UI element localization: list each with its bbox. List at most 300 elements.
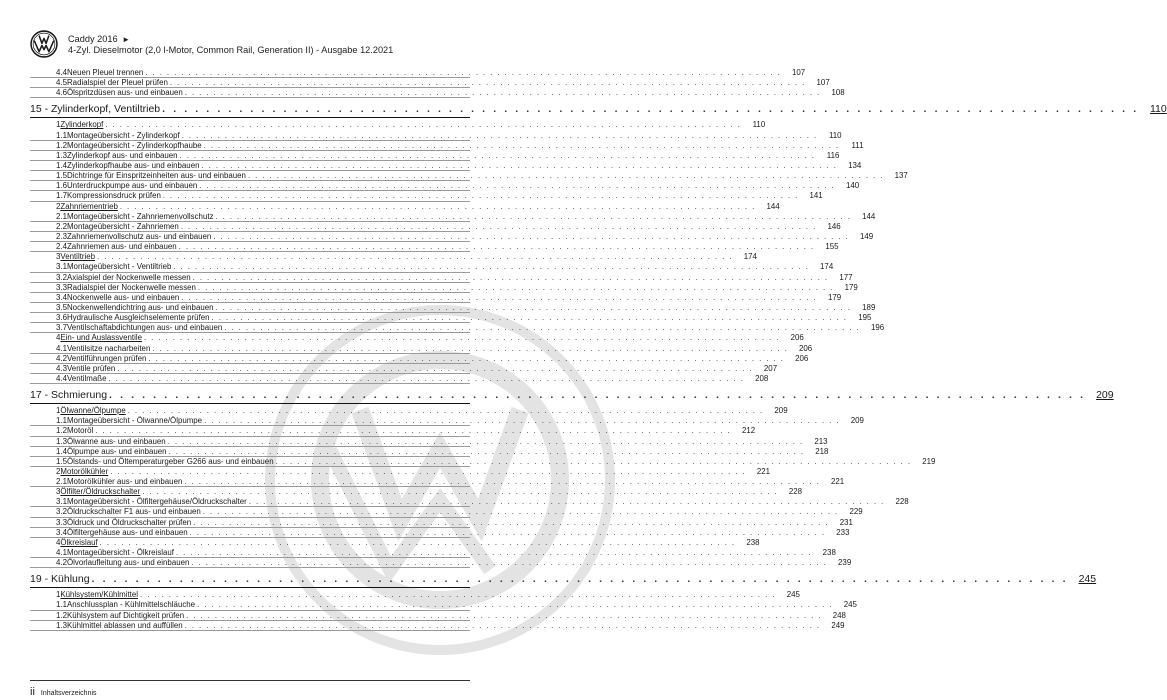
toc-page: 174	[820, 262, 834, 272]
toc-page: 239	[838, 558, 852, 568]
toc-number: 4	[56, 537, 61, 547]
toc-title	[60, 333, 779, 343]
toc-title-text: Montageübersicht - Zylinderkopfhaube	[66, 140, 202, 150]
leader-dots: . . . . . . . . . . . . . . . . . . . . . . . . . . . . . . . . . . . . . . . . . . . . . . . . . . . . . . . . . . . . . . . . . . . . . . . . . . . . . . . . . . . . . . . . .	[184, 88, 821, 98]
toc-number: 1	[56, 120, 61, 130]
toc-section[interactable]	[30, 201, 780, 212]
toc-number: 1.3	[56, 150, 67, 160]
leader-dots: . . . . . . . . . . . . . . . . . . . . . . . . . . . . . . . . . . . . . . . . . . . . . . . . . . . . . . . . . . . . . . . . . . . . . . . . . . . . . . . . . . . . . . . . .	[127, 406, 764, 416]
toc-title-text: Montageübersicht - Zahnriemenvollschutz	[66, 211, 214, 221]
toc-title-text: Montageübersicht - Ventiltrieb	[66, 262, 172, 272]
toc-title-text: Ventile prüfen	[66, 363, 116, 373]
toc-section[interactable]	[30, 333, 804, 343]
toc-title	[67, 212, 851, 222]
toc-entry[interactable]	[30, 211, 876, 222]
toc-title	[30, 574, 1068, 584]
toc-title	[30, 390, 1086, 400]
toc-number: 3.7	[56, 323, 67, 333]
toc-title	[67, 416, 840, 426]
toc-title	[67, 88, 821, 98]
toc-number: 2.2	[56, 221, 67, 231]
leader-dots: . . . . . . . . . . . . . . . . . . . . . . . . . . . . . . . . . . . . . . . . . . . . . . . . . . . . . . . . . . . . . . . . . . . . . . . . . . . . . . . . . . . . . . . . .	[203, 140, 840, 150]
toc-page: 140	[845, 181, 860, 191]
toc-page: 229	[849, 507, 863, 517]
toc-number: 4.6	[56, 88, 67, 98]
toc-number: 1.5	[56, 171, 67, 181]
toc-page: 233	[836, 527, 850, 537]
toc-number: 2.1	[56, 211, 67, 221]
document-footer	[30, 686, 97, 698]
toc-entry[interactable]	[30, 221, 841, 232]
toc-title	[67, 313, 847, 323]
toc-title-text: Kompressionsdruck prüfen	[66, 191, 161, 201]
toc-title-text: Motorölkühler aus- und einbauen	[66, 477, 183, 487]
toc-title	[67, 131, 818, 141]
toc-entry[interactable]	[30, 242, 839, 252]
toc-entry[interactable]	[30, 477, 845, 487]
leader-dots: . . . . . . . . . . . . . . . . . . . . . . . . . . . . . . . . . . . . . . . . . . . . . . . . . . . . . . . . . . . . . . . . . . . . . . . . . . . . . . . . . . . . . . . . .	[181, 292, 818, 302]
toc-title-text: Ölwanne/Ölpumpe	[60, 406, 126, 416]
toc-title	[67, 151, 815, 161]
toc-number: 1.2	[56, 610, 67, 620]
toc-title	[67, 457, 911, 467]
toc-title	[67, 611, 822, 621]
toc-page: 107	[816, 78, 830, 88]
toc-page: 213	[814, 436, 828, 446]
leader-dots: . . . . . . . . . . . . . . . . . . . . . . . . . . . . . . . . . . . . . . . . . . . . . . . . . . . . . . . . . . . . . . . . . . . . . . . . . . . . . . . . . . . . . . . . .	[186, 610, 822, 620]
page-number: ii	[30, 686, 35, 698]
toc-number: 3.1	[56, 497, 67, 507]
toc-number: 4.1	[56, 343, 67, 353]
toc-section[interactable]	[30, 466, 771, 477]
toc-title-text: Ventilführungen prüfen	[66, 353, 147, 363]
toc-title	[60, 538, 735, 548]
leader-dots: . . . . . . . . . . . . . . . . . . . . . . . . . . . . . . . . . . . . . . . . . . . . . . . . . . . . . . . . . . . . . . . . . . . . . . . . . . . . . . . . . . . . . . . . .	[215, 302, 852, 312]
toc-title-text: Kühlsystem/Kühlmittel	[60, 590, 139, 600]
toc-title	[60, 202, 755, 212]
toc-entry[interactable]	[30, 262, 834, 272]
leader-dots: . . . . . . . . . . . . . . . . . . . . . . . . . . . . . . . . . . . . . . . . . . . . . . . . . . . . . . . . . . . . . . . . . . . . . . . . . . . . . . . . . . . . . . . . .	[275, 456, 912, 466]
toc-title-text: Motorölkühler	[60, 466, 109, 476]
toc-number: 2	[56, 466, 61, 476]
leader-dots: . . . . . . . . . . . . . . . . . . . . . . . . . . . . . . . . . . . . . . . . . . . . . . . . . . . . . . . . . . . . . . . . . . . . . . . . . . . . . . . . . . . . . . . . .	[197, 600, 833, 610]
leader-dots: . . . . . . . . . . . . . . . . . . . . . . . . . . . . . . . . . . . . . . . . . . . . . . . . . . . . . . . . . . . . . . . . . . . . . . . . . . . . . . . . . . . . . . . . .	[197, 282, 834, 292]
leader-dots: . . . . . . . . . . . . . . . . . . . . . . . . . . . . . . . . . . . . . . . . . . . . . . . . . . . . . . . . . . . . . . . . . . . . . . . . . . . . . . . . . . . . . . . . .	[167, 436, 804, 446]
toc-entry[interactable]	[30, 130, 842, 141]
toc-page: 174	[743, 252, 757, 262]
toc-entry[interactable]	[30, 610, 846, 621]
toc-page: 137	[894, 171, 908, 181]
leader-dots: . . . . . . . . . . . . . . . . . . . . . . . . . . . . . . . . . . . . . . . . . . . . . . . . . . . . . . . . . . . . . . . . . . . . . . . . . . . . . . . . . . . . . . . . .	[148, 353, 785, 363]
toc-chapter[interactable]	[30, 100, 1167, 118]
toc-page: 245	[786, 590, 800, 600]
toc-entry[interactable]	[30, 548, 836, 558]
leader-dots: . . . . . . . . . . . . . . . . . . . . . . . . . . . . . . . . . . . . . . . . . . . . . . . . . . . . . . . . . . . . . . . . . . . . . . . . . . . . . . . . . . . . . . . . .	[184, 620, 821, 630]
toc-entry[interactable]	[30, 517, 853, 528]
toc-number: 3	[56, 487, 61, 497]
toc-entry[interactable]	[30, 171, 908, 181]
toc-entry[interactable]	[30, 497, 909, 507]
toc-number: 3.2	[56, 507, 67, 517]
toc-title	[67, 171, 884, 181]
toc-entry[interactable]	[30, 140, 864, 151]
toc-page: 195	[858, 313, 872, 323]
toc-title	[67, 600, 833, 610]
toc-section[interactable]	[30, 406, 788, 416]
toc-number: 1.5	[56, 456, 67, 466]
toc-title-text: Zylinderkopf aus- und einbauen	[66, 150, 178, 160]
vw-logo-icon	[30, 30, 58, 58]
toc-title	[67, 283, 834, 293]
toc-title-text: Ölfiltergehäuse aus- und einbauen	[66, 527, 188, 537]
leader-dots: . . . . . . . . . . . . . . . . . . . . . . . . . . . . . . . . . . . . . . . . . . . . . . . . . . . . . . . . . . . . . . . . . . . . . . . . . . . . . . . . . . . . . . . . .	[110, 466, 747, 476]
toc-title-text: Nockenwellendichtring aus- und einbauen	[66, 302, 214, 312]
leader-dots: . . . . . . . . . . . . . . . . . . . . . . . . . . . . . . . . . . . . . . . . . . . . . . . . . . . . . . . . . . . . . . . . . . . . . . . . . . . . . . . . . . . . . . . . .	[201, 160, 838, 170]
leader-dots: . . . . . . . . . . . . . . . . . . . . . . . . . . . . . . . . . . . . . . . . . . . . . . . . . . . . . . . . . . . . . . . . . . . . . . . . . . . . . . . . . . . . . . . . .	[119, 201, 756, 211]
toc-page: 212	[741, 426, 756, 436]
toc-number: 3.4	[56, 292, 67, 302]
leader-dots: . . . . . . . . . . . . . . . . . . . . . . . . . . . . . . . . . . . . . . . . . . . . . . . . . . . . . . . . . . . . . . . . . . . . . . . . . . . . . . . . . . . . . . . . .	[162, 102, 1139, 115]
toc-title-text: Ölfilter/Öldruckschalter	[60, 487, 141, 497]
toc-number: 3.2	[56, 272, 67, 282]
toc-page: 209	[774, 406, 788, 416]
toc-page: 238	[822, 548, 836, 558]
toc-page: 179	[844, 282, 858, 292]
toc-page: 249	[831, 620, 845, 630]
toc-title	[67, 558, 827, 568]
toc-title	[67, 242, 815, 252]
toc-number: 1.2	[56, 426, 67, 436]
toc-number: 3.3	[56, 282, 67, 292]
toc-title	[67, 548, 812, 558]
leader-dots: . . . . . . . . . . . . . . . . . . . . . . . . . . . . . . . . . . . . . . . . . . . . . . . . . . . . . . . . . . . . . . . . . . . . . . . . . . . . . . . . . . . . . . . . .	[105, 120, 742, 130]
model-title: Caddy 2016	[68, 34, 118, 44]
toc-entry[interactable]	[30, 426, 756, 436]
toc-title	[67, 507, 839, 517]
toc-title-text: Kühlsystem auf Dichtigkeit prüfen	[66, 610, 185, 620]
leader-dots: . . . . . . . . . . . . . . . . . . . . . . . . . . . . . . . . . . . . . . . . . . . . . . . . . . . . . . . . . . . . . . . . . . . . . . . . . . . . . . . . . . . . . . . . .	[224, 323, 861, 333]
leader-dots: . . . . . . . . . . . . . . . . . . . . . . . . . . . . . . . . . . . . . . . . . . . . . . . . . . . . . . . . . . . . . . . . . . . . . . . . . . . . . . . . . . . . . . . . .	[168, 446, 805, 456]
toc-entry[interactable]	[30, 373, 769, 384]
leader-dots: . . . . . . . . . . . . . . . . . . . . . . . . . . . . . . . . . . . . . . . . . . . . . . . . . . . . . . . . . . . . . . . . . . . . . . . . . . . . . . . . . . . . . . . . .	[181, 130, 818, 140]
toc-title	[67, 374, 744, 384]
toc-title-text: Öldruck und Öldruckschalter prüfen	[66, 517, 192, 527]
toc-page: 228	[788, 487, 803, 497]
leader-dots: . . . . . . . . . . . . . . . . . . . . . . . . . . . . . . . . . . . . . . . . . . . . . . . . . . . . . . . . . . . . . . . . . . . . . . . . . . . . . . . . . . . . . . . . .	[193, 517, 829, 527]
toc-title-text: Ölstands- und Öltemperaturgeber G266 aus- und einbauen	[66, 456, 274, 466]
toc-title-text: Radialspiel der Nockenwelle messen	[66, 282, 196, 292]
toc-title-text: Zylinderkopfhaube aus- und einbauen	[66, 160, 200, 170]
toc-section[interactable]	[30, 120, 766, 130]
toc-page: 196	[870, 323, 885, 333]
toc-number: 3	[56, 252, 61, 262]
toc-title-text: Montageübersicht - Ölwanne/Ölpumpe	[66, 416, 203, 426]
toc-title-text: Radialspiel der Pleuel prüfen	[66, 78, 168, 88]
toc-entry[interactable]	[30, 456, 936, 467]
toc-entry[interactable]	[30, 292, 842, 303]
leader-dots: . . . . . . . . . . . . . . . . . . . . . . . . . . . . . . . . . . . . . . . . . . . . . . . . . . . . . . . . . . . . . . . . . . . . . . . . . . . . . . . . . . . . . . . . .	[108, 373, 745, 383]
toc-page: 146	[827, 221, 841, 231]
toc-page: 245	[843, 600, 857, 610]
toc-number: 1.4	[56, 446, 67, 456]
leader-dots: . . . . . . . . . . . . . . . . . . . . . . . . . . . . . . . . . . . . . . . . . . . . . . . . . . . . . . . . . . . . . . . . . . . . . . . . . . . . . . . . . . . . . . . . .	[199, 181, 836, 191]
toc-entry[interactable]	[30, 282, 858, 293]
leader-dots: . . . . . . . . . . . . . . . . . . . . . . . . . . . . . . . . . . . . . . . . . . . . . . . . . . . . . . . . . . . . . . . . . . . . . . . . . . . . . . . . . . . . . . . . .	[189, 527, 826, 537]
toc-title	[67, 293, 817, 303]
toc-number: 4.5	[56, 78, 67, 88]
leader-dots: . . . . . . . . . . . . . . . . . . . . . . . . . . . . . . . . . . . . . . . . . . . . . . . . . . . . . . . . . . . . . . . . . . . . . . . . . . . . . . . . . . . . . . . . .	[142, 487, 779, 497]
toc-page: 177	[839, 272, 853, 282]
toc-title	[67, 273, 829, 283]
toc-number: 1.3	[56, 620, 67, 630]
toc-page: 108	[831, 88, 845, 98]
toc-title	[60, 467, 746, 477]
toc-number: 4.3	[56, 363, 67, 373]
toc-entry[interactable]	[30, 600, 857, 610]
toc-title-text: Ein- und Auslassventile	[60, 333, 142, 343]
toc-entry[interactable]	[30, 446, 829, 457]
leader-dots: . . . . . . . . . . . . . . . . . . . . . . . . . . . . . . . . . . . . . . . . . . . . . . . . . . . . . . . . . . . . . . . . . . . . . . . . . . . . . . . . . . . . . . . . .	[152, 343, 789, 353]
toc-title-text: Zahnriemenvollschutz aus- und einbauen	[66, 231, 212, 241]
toc-title-text: 19 - Kühlung	[30, 572, 90, 585]
toc-entry[interactable]	[30, 558, 852, 568]
toc-title-text: Ölkreislauf	[60, 537, 98, 547]
leader-dots: . . . . . . . . . . . . . . . . . . . . . . . . . . . . . . . . . . . . . . . . . . . . . . . . . . . . . . . . . . . . . . . . . . . . . . . . . . . . . . . . . . . . . . . . .	[202, 507, 839, 517]
toc-page: 149	[859, 231, 874, 241]
toc-title-text: Dichtringe für Einspritzeinheiten aus- und einbauen	[66, 171, 246, 181]
leader-dots: . . . . . . . . . . . . . . . . . . . . . . . . . . . . . . . . . . . . . . . . . . . . . . . . . . . . . . . . . . . . . . . . . . . . . . . . . . . . . . . . . . . . . . . . .	[204, 416, 840, 426]
toc-title	[67, 161, 837, 171]
header-text	[68, 34, 393, 56]
toc-page: 144	[862, 211, 876, 221]
toc-title	[60, 406, 763, 416]
toc-title	[60, 487, 778, 497]
toc-title-text: Ventilmaße	[66, 373, 107, 383]
toc-page: 207	[763, 363, 778, 373]
toc-title	[67, 323, 860, 333]
toc-title-text: Unterdruckpumpe aus- und einbauen	[66, 181, 198, 191]
toc-entry[interactable]	[30, 272, 853, 283]
toc-page: 206	[799, 343, 813, 353]
toc-title	[67, 141, 840, 151]
leader-dots: . . . . . . . . . . . . . . . . . . . . . . . . . . . . . . . . . . . . . . . . . . . . . . . . . . . . . . . . . . . . . . . . . . . . . . . . . . . . . . . . . . . . . . . . .	[162, 191, 799, 201]
toc-number: 1.6	[56, 181, 67, 191]
toc-entry[interactable]	[30, 620, 845, 631]
toc-title-text: Montageübersicht - Ölfiltergehäuse/Öldruckschalter	[66, 497, 247, 507]
toc-title	[67, 78, 806, 88]
toc-title-text: Öldruckschalter F1 aus- und einbauen	[66, 507, 201, 517]
toc-section[interactable]	[30, 487, 803, 497]
toc-number: 4.2	[56, 558, 67, 568]
toc-title-text: 17 - Schmierung	[30, 388, 108, 401]
toc-title	[67, 447, 804, 457]
leader-dots: . . . . . . . . . . . . . . . . . . . . . . . . . . . . . . . . . . . . . . . . . . . . . . . . . . . . . . . . . . . . . . . . . . . . . . . . . . . . . . . . . . . . . . . . .	[179, 150, 816, 160]
leader-dots: . . . . . . . . . . . . . . . . . . . . . . . . . . . . . . . . . . . . . . . . . . . . . . . . . . . . . . . . . . . . . . . . . . . . . . . . . . . . . . . . . . . . . . . . .	[247, 171, 884, 181]
header-line-2: 4-Zyl. Dieselmotor (2,0 l-Motor, Common Rail, Generation II) - Ausgabe 12.2021	[68, 45, 394, 55]
toc-entry[interactable]	[30, 191, 823, 201]
toc-title-text: Ventilschaftabdichtungen aus- und einbauen	[66, 323, 223, 333]
leader-dots: . . . . . . . . . . . . . . . . . . . . . . . . . . . . . . . . . . . . . . . . . . . . . . . . . . . . . . . . . . . . . . . . . . . . . . . . . . . . . . . . . . . . . . . . .	[176, 548, 812, 558]
toc-page: 144	[766, 201, 780, 211]
toc-page: 110	[752, 120, 766, 130]
toc-title-text: Montageübersicht - Ölkreislauf	[66, 548, 174, 558]
toc-number: 4.4	[56, 373, 67, 383]
toc-page: 221	[756, 466, 771, 476]
toc-chapter[interactable]	[30, 570, 1097, 588]
toc-page: 209	[850, 416, 864, 426]
toc-title	[67, 344, 788, 354]
toc-page: 206	[795, 353, 809, 363]
toc-title	[67, 303, 851, 313]
leader-dots: . . . . . . . . . . . . . . . . . . . . . . . . . . . . . . . . . . . . . . . . . . . . . . . . . . . . . . . . . . . . . . . . . . . . . . . . . . . . . . . . . . . . . . . . .	[140, 590, 776, 600]
toc-entry[interactable]	[30, 416, 864, 426]
toc-section[interactable]	[30, 537, 760, 548]
toc-page: 228	[895, 497, 909, 507]
toc-page: 219	[922, 456, 936, 466]
leader-dots: . . . . . . . . . . . . . . . . . . . . . . . . . . . . . . . . . . . . . . . . . . . . . . . . . . . . . . . . . . . . . . . . . . . . . . . . . . . . . . . . . . . . . . . . .	[215, 211, 852, 221]
toc-title	[60, 252, 733, 262]
toc-section[interactable]	[30, 590, 800, 600]
toc-number: 4.1	[56, 548, 67, 558]
toc-number: 4	[56, 333, 61, 343]
toc-page: 134	[848, 160, 862, 170]
footer-divider	[30, 680, 470, 681]
toc-page: 218	[815, 446, 829, 456]
leader-dots: . . . . . . . . . . . . . . . . . . . . . . . . . . . . . . . . . . . . . . . . . . . . . . . . . . . . . . . . . . . . . . . . . . . . . . . . . . . . . . . . . . . . . . . . .	[173, 262, 810, 272]
toc-entry[interactable]	[30, 507, 863, 517]
leader-dots: . . . . . . . . . . . . . . . . . . . . . . . . . . . . . . . . . . . . . . . . . . . . . . . . . . . . . . . . . . . . . . . . . . . . . . . . . . . . . . . . . . . . . . . . .	[191, 558, 828, 568]
footer-label: Inhaltsverzeichnis	[40, 690, 97, 697]
toc-page: 110	[1149, 102, 1167, 115]
toc-entry[interactable]	[30, 527, 850, 538]
toc-page: 155	[825, 242, 839, 252]
toc-number: 1	[56, 406, 61, 416]
toc-title	[67, 528, 825, 538]
toc-page: 248	[832, 610, 846, 620]
toc-page: 238	[746, 537, 760, 547]
leader-dots: . . . . . . . . . . . . . . . . . . . . . . . . . . . . . . . . . . . . . . . . . . . . . . . . . . . . . . . . . . . . . . . . . . . . . . . . . . . . . . . . . . . . . . . . .	[211, 313, 848, 323]
toc-number: 1.1	[56, 416, 67, 426]
toc-title-text: Kühlmittel ablassen und auffüllen	[66, 620, 183, 630]
leader-dots: . . . . . . . . . . . . . . . . . . . . . . . . . . . . . . . . . . . . . . . . . . . . . . . . . . . . . . . . . . . . . . . . . . . . . . . . . . . . . . . . . . . . . . . . .	[180, 221, 817, 231]
leader-dots: . . . . . . . . . . . . . . . . . . . . . . . . . . . . . . . . . . . . . . . . . . . . . . . . . . . . . . . . . . . . . . . . . . . . . . . . . . . . . . . . . . . . . . . . .	[99, 537, 736, 547]
toc-title-text: Neuen Pleuel trennen	[66, 68, 144, 77]
toc-page: 206	[790, 333, 804, 343]
toc-title	[67, 354, 784, 364]
toc-title-text: Ventiltrieb	[60, 252, 96, 262]
toc-page: 179	[827, 292, 842, 302]
toc-title-text: Nockenwelle aus- und einbauen	[66, 292, 180, 302]
toc-entry[interactable]	[30, 363, 778, 374]
toc-title	[67, 181, 835, 191]
toc-title-text: Ölwanne aus- und einbauen	[66, 436, 166, 446]
toc-title	[30, 104, 1139, 114]
toc-entry[interactable]	[30, 302, 876, 313]
toc-title-text: Motoröl	[66, 426, 94, 436]
toc-number: 3.1	[56, 262, 67, 272]
toc-title-text: Montageübersicht - Zahnriemen	[66, 221, 179, 231]
toc-number: 2	[56, 201, 61, 211]
toc-title-text: Hydraulische Ausgleichselemente prüfen	[66, 313, 210, 323]
toc-title	[67, 232, 849, 242]
toc-page: 221	[831, 477, 845, 487]
toc-title-text: Zylinderkopf	[60, 120, 104, 130]
toc-page: 111	[851, 140, 864, 150]
toc-page: 110	[828, 130, 842, 140]
toc-entry[interactable]	[30, 160, 862, 171]
toc-number: 4.2	[56, 353, 67, 363]
leader-dots: . . . . . . . . . . . . . . . . . . . . . . . . . . . . . . . . . . . . . . . . . . . . . . . . . . . . . . . . . . . . . . . . . . . . . . . . . . . . . . . . . . . . . . . . .	[169, 78, 806, 88]
toc-entry[interactable]	[30, 150, 840, 161]
toc-title-text: Ventilsitze nacharbeiten	[66, 343, 151, 353]
toc-entry[interactable]	[30, 78, 830, 88]
toc-title	[67, 426, 731, 436]
toc-page: 231	[839, 517, 853, 527]
toc-number: 3.6	[56, 313, 67, 323]
toc-title-text: Montageübersicht - Zylinderkopf	[66, 130, 180, 140]
toc-page: 209	[1096, 388, 1114, 401]
toc-entry[interactable]	[30, 68, 806, 78]
toc-entry[interactable]	[30, 88, 845, 98]
toc-title-text: 15 - Zylinderkopf, Ventiltrieb	[30, 102, 161, 115]
leader-dots: . . . . . . . . . . . . . . . . . . . . . . . . . . . . . . . . . . . . . . . . . . . . . . . . . . . . . . . . . . . . . . . . . . . . . . . . . . . . . . . . . . . . . . . . .	[117, 363, 754, 373]
leader-dots: . . . . . . . . . . . . . . . . . . . . . . . . . . . . . . . . . . . . . . . . . . . . . . . . . . . . . . . . . . . . . . . . . . . . . . . . . . . . . . . . . . . . . . . . .	[97, 252, 733, 262]
toc-entry[interactable]	[30, 436, 828, 447]
toc-number: 2.3	[56, 231, 67, 241]
toc-title	[67, 364, 753, 374]
toc-number: 2.4	[56, 242, 67, 252]
toc-title-text: Zahnriementrieb	[60, 201, 118, 211]
leader-dots: . . . . . . . . . . . . . . . . . . . . . . . . . . . . . . . . . . . . . . . . . . . . . . . . . . . . . . . . . . . . . . . . . . . . . . . . . . . . . . . . . . . . . . . . .	[248, 497, 885, 507]
arrow-icon: ►	[122, 35, 131, 44]
toc-number: 1.7	[56, 191, 67, 201]
leader-dots: . . . . . . . . . . . . . . . . . . . . . . . . . . . . . . . . . . . . . . . . . . . . . . . . . . . . . . . . . . . . . . . . . . . . . . . . . . . . . . . . . . . . . . . . .	[213, 231, 850, 241]
toc-number: 1.3	[56, 436, 67, 446]
toc-page: 107	[792, 68, 806, 77]
toc-title	[67, 191, 799, 201]
toc-title-text: Ölpumpe aus- und einbauen	[66, 446, 167, 456]
toc-page: 189	[862, 302, 876, 312]
toc-chapter[interactable]	[30, 386, 1114, 404]
toc-section[interactable]	[30, 252, 757, 262]
leader-dots: . . . . . . . . . . . . . . . . . . . . . . . . . . . . . . . . . . . . . . . . . . . . . . . . . . . . . . . . . . . . . . . . . . . . . . . . . . . . . . . . . . . . . . . . .	[145, 68, 782, 77]
toc-number: 1.2	[56, 140, 67, 150]
toc-entry[interactable]	[30, 231, 874, 242]
toc-entry[interactable]	[30, 313, 872, 323]
leader-dots: . . . . . . . . . . . . . . . . . . . . . . . . . . . . . . . . . . . . . . . . . . . . . . . . . . . . . . . . . . . . . . . . . . . . . . . . . . . . . . . . . . . . . . . . .	[143, 333, 780, 343]
toc-number: 1.4	[56, 160, 67, 170]
toc-entry[interactable]	[30, 343, 813, 354]
toc-number: 1.1	[56, 130, 67, 140]
header-line-1	[68, 34, 393, 45]
toc-number: 3.3	[56, 517, 67, 527]
toc-entry[interactable]	[30, 353, 809, 364]
toc-title	[67, 621, 821, 631]
toc-page: 245	[1078, 572, 1097, 585]
toc-number: 1	[56, 590, 61, 600]
leader-dots: . . . . . . . . . . . . . . . . . . . . . . . . . . . . . . . . . . . . . . . . . . . . . . . . . . . . . . . . . . . . . . . . . . . . . . . . . . . . . . . . . . . . . . . . .	[91, 572, 1069, 585]
toc-title	[67, 497, 885, 507]
toc-title	[60, 120, 741, 130]
toc-title-text: Anschlussplan - Kühlmittelschläuche	[66, 600, 196, 610]
leader-dots: . . . . . . . . . . . . . . . . . . . . . . . . . . . . . . . . . . . . . . . . . . . . . . . . . . . . . . . . . . . . . . . . . . . . . . . . . . . . . . . . . . . . . . . . .	[184, 477, 821, 487]
leader-dots: . . . . . . . . . . . . . . . . . . . . . . . . . . . . . . . . . . . . . . . . . . . . . . . . . . . . . . . . . . . . . . . . . . . . . . . . . . . . . . . . . . . . . . . . .	[192, 272, 829, 282]
toc-title	[67, 222, 817, 232]
toc-page: 116	[826, 150, 840, 160]
toc-entry[interactable]	[30, 181, 860, 191]
toc-entry[interactable]	[30, 323, 885, 333]
toc-page: 208	[755, 373, 769, 383]
